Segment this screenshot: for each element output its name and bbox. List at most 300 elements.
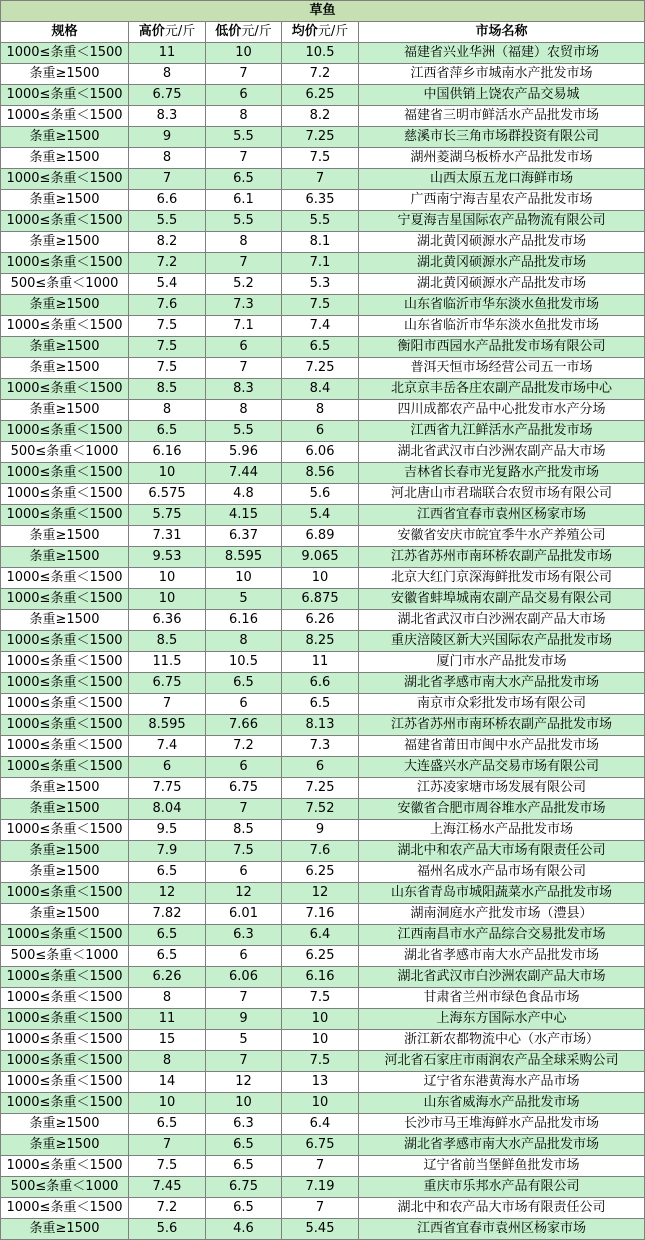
cell-high: 6 [129,757,206,778]
cell-spec: 1000≤条重＜1500 [1,589,129,610]
cell-spec: 1000≤条重＜1500 [1,1030,129,1051]
table-row [1,463,645,484]
cell-high: 6.26 [129,967,206,988]
cell-low: 10 [206,568,282,589]
cell-high: 10 [129,463,206,484]
header-avg-label: 均价 [291,24,318,39]
cell-low: 4.15 [206,505,282,526]
cell-high: 7.2 [129,253,206,274]
table-row [1,547,645,568]
table-row [1,799,645,820]
cell-avg: 5.6 [282,484,359,505]
cell-avg: 6.25 [282,862,359,883]
cell-spec: 1000≤条重＜1500 [1,379,129,400]
table-row [1,988,645,1009]
cell-market: 江西南昌市水产品综合交易批发市场 [359,925,645,946]
cell-high: 8.5 [129,631,206,652]
cell-avg: 7.25 [282,127,359,148]
cell-low: 10 [206,1093,282,1114]
cell-spec: 条重≥1500 [1,841,129,862]
cell-low: 7 [206,799,282,820]
cell-low: 7.44 [206,463,282,484]
cell-spec: 1000≤条重＜1500 [1,715,129,736]
table-row [1,505,645,526]
cell-low: 12 [206,883,282,904]
cell-avg: 10 [282,1093,359,1114]
header-avg-unit: 元/斤 [317,24,349,39]
cell-low: 5 [206,1030,282,1051]
cell-market: 山东省威海水产品批发市场 [359,1093,645,1114]
cell-market: 湖北黄冈硕源水产品批发市场 [359,253,645,274]
header-low-label: 低价 [215,24,242,39]
cell-spec: 条重≥1500 [1,64,129,85]
cell-high: 7.31 [129,526,206,547]
cell-high: 10 [129,589,206,610]
cell-avg: 9.065 [282,547,359,568]
cell-avg: 7.5 [282,1051,359,1072]
cell-low: 5.96 [206,442,282,463]
cell-low: 5.5 [206,127,282,148]
cell-low: 8 [206,400,282,421]
cell-low: 6.01 [206,904,282,925]
cell-spec: 1000≤条重＜1500 [1,421,129,442]
cell-high: 8.2 [129,232,206,253]
cell-avg: 7.25 [282,358,359,379]
cell-avg: 6.4 [282,1114,359,1135]
cell-spec: 条重≥1500 [1,337,129,358]
cell-high: 6.75 [129,85,206,106]
cell-market: 安徽省安庆市皖宜季牛水产养殖公司 [359,526,645,547]
cell-market: 湖北省孝感市南大水产品批发市场 [359,1135,645,1156]
cell-low: 7.5 [206,841,282,862]
header-avg [282,22,359,43]
cell-market: 辽宁省前当堡鲜鱼批发市场 [359,1156,645,1177]
cell-high: 6.5 [129,862,206,883]
cell-spec: 条重≥1500 [1,1135,129,1156]
cell-high: 6.5 [129,925,206,946]
header-spec: 规格 [1,22,129,43]
cell-spec: 1000≤条重＜1500 [1,106,129,127]
table-title: 草鱼 [1,1,645,22]
cell-avg: 6.75 [282,1135,359,1156]
cell-avg: 5.3 [282,274,359,295]
cell-avg: 11 [282,652,359,673]
cell-low: 8.5 [206,820,282,841]
cell-avg: 8.25 [282,631,359,652]
cell-high: 7 [129,169,206,190]
cell-spec: 条重≥1500 [1,232,129,253]
cell-avg: 7.16 [282,904,359,925]
header-high-label: 高价 [138,24,165,39]
table-row [1,1093,645,1114]
cell-spec: 1000≤条重＜1500 [1,1093,129,1114]
cell-avg: 8.4 [282,379,359,400]
cell-high: 12 [129,883,206,904]
cell-high: 8.04 [129,799,206,820]
cell-high: 7.5 [129,1156,206,1177]
cell-spec: 1000≤条重＜1500 [1,883,129,904]
cell-spec: 1000≤条重＜1500 [1,1156,129,1177]
cell-high: 8 [129,64,206,85]
cell-spec: 条重≥1500 [1,400,129,421]
cell-low: 7 [206,148,282,169]
cell-market: 北京京丰岳各庄农副产品批发市场中心 [359,379,645,400]
cell-avg: 6.5 [282,337,359,358]
cell-market: 福建省兴业华洲（福建）农贸市场 [359,43,645,64]
table-row [1,610,645,631]
table-row [1,85,645,106]
cell-high: 11.5 [129,652,206,673]
cell-avg: 10.5 [282,43,359,64]
cell-high: 5.5 [129,211,206,232]
header-high-unit: 元/斤 [164,24,196,39]
cell-market: 湖北省孝感市南大水产品批发市场 [359,673,645,694]
cell-avg: 6.5 [282,694,359,715]
cell-high: 8 [129,400,206,421]
cell-high: 6.16 [129,442,206,463]
table-row [1,946,645,967]
table-row [1,211,645,232]
cell-avg: 7.52 [282,799,359,820]
table-row [1,316,645,337]
cell-market: 北京大红门京深海鲜批发市场有限公司 [359,568,645,589]
cell-avg: 12 [282,883,359,904]
cell-spec: 1000≤条重＜1500 [1,568,129,589]
table-row [1,652,645,673]
cell-high: 8.3 [129,106,206,127]
cell-spec: 条重≥1500 [1,190,129,211]
table-row [1,568,645,589]
cell-spec: 条重≥1500 [1,358,129,379]
cell-market: 慈溪市长三角市场群投资有限公司 [359,127,645,148]
table-row [1,190,645,211]
cell-avg: 10 [282,1009,359,1030]
cell-spec: 1000≤条重＜1500 [1,652,129,673]
cell-avg: 8 [282,400,359,421]
cell-market: 湖北省武汉市白沙洲农副产品大市场 [359,610,645,631]
cell-spec: 1000≤条重＜1500 [1,463,129,484]
cell-spec: 1000≤条重＜1500 [1,631,129,652]
cell-low: 12 [206,1072,282,1093]
cell-spec: 1000≤条重＜1500 [1,505,129,526]
cell-spec: 条重≥1500 [1,148,129,169]
table-row [1,169,645,190]
table-row [1,757,645,778]
cell-low: 7.3 [206,295,282,316]
cell-market: 福建省莆田市闽中水产品批发市场 [359,736,645,757]
cell-low: 5 [206,589,282,610]
cell-spec: 500≤条重＜1000 [1,1177,129,1198]
cell-low: 6.37 [206,526,282,547]
cell-spec: 1000≤条重＜1500 [1,1009,129,1030]
cell-market: 四川成都农产品中心批发市水产分场 [359,400,645,421]
cell-spec: 1000≤条重＜1500 [1,1051,129,1072]
table-row [1,484,645,505]
cell-low: 8.595 [206,547,282,568]
cell-high: 6.5 [129,1114,206,1135]
cell-market: 吉林省长春市光复路水产批发市场 [359,463,645,484]
cell-market: 湖北省武汉市白沙洲农副产品大市场 [359,967,645,988]
cell-high: 7.82 [129,904,206,925]
cell-market: 安徽省蚌埠城南农副产品交易有限公司 [359,589,645,610]
cell-avg: 5.5 [282,211,359,232]
table-body [1,43,645,1240]
cell-low: 5.2 [206,274,282,295]
cell-avg: 6.6 [282,673,359,694]
header-market: 市场名称 [359,22,645,43]
table-row [1,1030,645,1051]
table-row [1,106,645,127]
table-row [1,337,645,358]
cell-spec: 条重≥1500 [1,862,129,883]
cell-spec: 1000≤条重＜1500 [1,1072,129,1093]
table-row [1,883,645,904]
cell-market: 甘肃省兰州市绿色食品市场 [359,988,645,1009]
table-row [1,442,645,463]
cell-market: 湖州菱湖乌板桥水产品批发市场 [359,148,645,169]
cell-low: 7 [206,1051,282,1072]
cell-high: 8.595 [129,715,206,736]
cell-market: 大连盛兴水产品交易市场有限公司 [359,757,645,778]
cell-low: 6.5 [206,1156,282,1177]
cell-high: 11 [129,1009,206,1030]
cell-high: 11 [129,43,206,64]
cell-high: 7.75 [129,778,206,799]
cell-high: 6.5 [129,421,206,442]
cell-market: 江西省宜春市袁州区杨家市场 [359,1219,645,1240]
cell-high: 9.5 [129,820,206,841]
cell-avg: 6.16 [282,967,359,988]
table-row [1,274,645,295]
cell-avg: 7.6 [282,841,359,862]
table-row [1,589,645,610]
cell-spec: 条重≥1500 [1,778,129,799]
cell-spec: 条重≥1500 [1,1219,129,1240]
cell-market: 安徽省合肥市周谷堆水产品批发市场 [359,799,645,820]
cell-low: 10 [206,43,282,64]
cell-market: 山东省临沂市华东淡水鱼批发市场 [359,295,645,316]
cell-high: 14 [129,1072,206,1093]
table-row [1,379,645,400]
cell-avg: 7.5 [282,295,359,316]
cell-market: 江西省宜春市袁州区杨家市场 [359,505,645,526]
cell-low: 5.5 [206,421,282,442]
cell-low: 6.06 [206,967,282,988]
cell-spec: 1000≤条重＜1500 [1,316,129,337]
cell-market: 江西省萍乡市城南水产批发市场 [359,64,645,85]
cell-spec: 1000≤条重＜1500 [1,694,129,715]
cell-avg: 7.1 [282,253,359,274]
cell-high: 7.5 [129,316,206,337]
table-row [1,421,645,442]
cell-low: 6.3 [206,1114,282,1135]
cell-low: 4.8 [206,484,282,505]
cell-avg: 7.3 [282,736,359,757]
cell-spec: 条重≥1500 [1,526,129,547]
cell-avg: 6 [282,757,359,778]
cell-low: 4.6 [206,1219,282,1240]
cell-high: 7.45 [129,1177,206,1198]
cell-avg: 7 [282,1156,359,1177]
cell-low: 6.5 [206,1135,282,1156]
cell-spec: 1000≤条重＜1500 [1,85,129,106]
cell-high: 7.9 [129,841,206,862]
cell-high: 7 [129,1135,206,1156]
cell-avg: 13 [282,1072,359,1093]
cell-spec: 1000≤条重＜1500 [1,484,129,505]
cell-avg: 7.5 [282,148,359,169]
header-high [129,22,206,43]
cell-market: 浙江新农都物流中心（水产市场） [359,1030,645,1051]
cell-avg: 6.4 [282,925,359,946]
cell-low: 6 [206,85,282,106]
cell-avg: 7.25 [282,778,359,799]
table-row [1,841,645,862]
cell-spec: 条重≥1500 [1,127,129,148]
cell-avg: 9 [282,820,359,841]
cell-low: 6.75 [206,1177,282,1198]
table-row [1,715,645,736]
cell-low: 8 [206,631,282,652]
cell-spec: 500≤条重＜1000 [1,442,129,463]
cell-market: 湖南洞庭水产批发市场（澧县） [359,904,645,925]
cell-market: 山西太原五龙口海鲜市场 [359,169,645,190]
table-row [1,820,645,841]
cell-low: 7.66 [206,715,282,736]
cell-high: 7.4 [129,736,206,757]
cell-high: 9.53 [129,547,206,568]
cell-market: 湖北黄冈硕源水产品批发市场 [359,274,645,295]
cell-avg: 6.06 [282,442,359,463]
cell-spec: 1000≤条重＜1500 [1,169,129,190]
cell-spec: 条重≥1500 [1,1114,129,1135]
cell-market: 山东省临沂市华东淡水鱼批发市场 [359,316,645,337]
cell-market: 重庆涪陵区新大兴国际农产品批发市场 [359,631,645,652]
cell-market: 福州名成水产品市场有限公司 [359,862,645,883]
cell-spec: 1000≤条重＜1500 [1,757,129,778]
table-row [1,526,645,547]
cell-avg: 10 [282,568,359,589]
table-row [1,967,645,988]
cell-high: 7.5 [129,337,206,358]
cell-high: 6.36 [129,610,206,631]
cell-spec: 1000≤条重＜1500 [1,43,129,64]
cell-spec: 1000≤条重＜1500 [1,967,129,988]
cell-low: 7 [206,358,282,379]
table-row [1,127,645,148]
cell-avg: 10 [282,1030,359,1051]
cell-high: 7.6 [129,295,206,316]
table-row [1,253,645,274]
cell-market: 江苏省苏州市南环桥农副产品批发市场 [359,715,645,736]
cell-spec: 条重≥1500 [1,904,129,925]
cell-high: 5.4 [129,274,206,295]
cell-low: 6.5 [206,1198,282,1219]
cell-market: 上海东方国际水产中心 [359,1009,645,1030]
table-row [1,673,645,694]
cell-spec: 1000≤条重＜1500 [1,820,129,841]
cell-spec: 1000≤条重＜1500 [1,253,129,274]
cell-low: 8 [206,106,282,127]
cell-high: 6.575 [129,484,206,505]
table-row [1,43,645,64]
cell-market: 广西南宁海吉星农产品批发市场 [359,190,645,211]
cell-high: 10 [129,1093,206,1114]
table-row [1,148,645,169]
cell-low: 6 [206,694,282,715]
cell-market: 福建省三明市鲜活水产品批发市场 [359,106,645,127]
table-row [1,925,645,946]
cell-low: 5.5 [206,211,282,232]
cell-low: 6 [206,946,282,967]
cell-market: 重庆市乐邦水产品有限公司 [359,1177,645,1198]
cell-high: 5.75 [129,505,206,526]
cell-low: 10.5 [206,652,282,673]
cell-avg: 8.2 [282,106,359,127]
cell-spec: 条重≥1500 [1,799,129,820]
cell-market: 江苏省苏州市南环桥农副产品批发市场 [359,547,645,568]
cell-avg: 6.25 [282,85,359,106]
cell-low: 7 [206,253,282,274]
cell-market: 湖北中和农产品大市场有限责任公司 [359,1198,645,1219]
cell-high: 8 [129,148,206,169]
cell-high: 7 [129,694,206,715]
table-row [1,778,645,799]
table-row [1,1156,645,1177]
cell-avg: 8.56 [282,463,359,484]
cell-high: 8.5 [129,379,206,400]
cell-low: 8 [206,232,282,253]
cell-market: 长沙市马王堆海鲜水产品批发市场 [359,1114,645,1135]
cell-market: 中国供销上饶农产品交易城 [359,85,645,106]
cell-market: 衡阳市西园水产品批发市场有限公司 [359,337,645,358]
cell-high: 6.75 [129,673,206,694]
cell-avg: 5.4 [282,505,359,526]
cell-market: 湖北黄冈硕源水产品批发市场 [359,232,645,253]
cell-high: 8 [129,1051,206,1072]
cell-spec: 1000≤条重＜1500 [1,925,129,946]
table-row [1,1135,645,1156]
cell-avg: 8.1 [282,232,359,253]
cell-low: 6.1 [206,190,282,211]
cell-low: 7 [206,988,282,1009]
cell-market: 厦门市水产品批发市场 [359,652,645,673]
table-row [1,295,645,316]
cell-avg: 6.875 [282,589,359,610]
cell-avg: 6.35 [282,190,359,211]
cell-market: 湖北省孝感市南大水产品批发市场 [359,946,645,967]
cell-market: 山东省青岛市城阳蔬菜水产品批发市场 [359,883,645,904]
cell-low: 7.2 [206,736,282,757]
cell-spec: 1000≤条重＜1500 [1,736,129,757]
cell-high: 7.2 [129,1198,206,1219]
cell-avg: 6 [282,421,359,442]
cell-spec: 500≤条重＜1000 [1,946,129,967]
cell-avg: 6.25 [282,946,359,967]
cell-low: 6 [206,862,282,883]
cell-high: 5.6 [129,1219,206,1240]
header-low-unit: 元/斤 [241,24,272,39]
cell-market: 江苏凌家塘市场发展有限公司 [359,778,645,799]
cell-low: 9 [206,1009,282,1030]
cell-spec: 500≤条重＜1000 [1,274,129,295]
cell-avg: 7.19 [282,1177,359,1198]
cell-high: 6.6 [129,190,206,211]
cell-spec: 条重≥1500 [1,295,129,316]
cell-low: 6.75 [206,778,282,799]
cell-avg: 6.26 [282,610,359,631]
cell-market: 上海江杨水产品批发市场 [359,820,645,841]
